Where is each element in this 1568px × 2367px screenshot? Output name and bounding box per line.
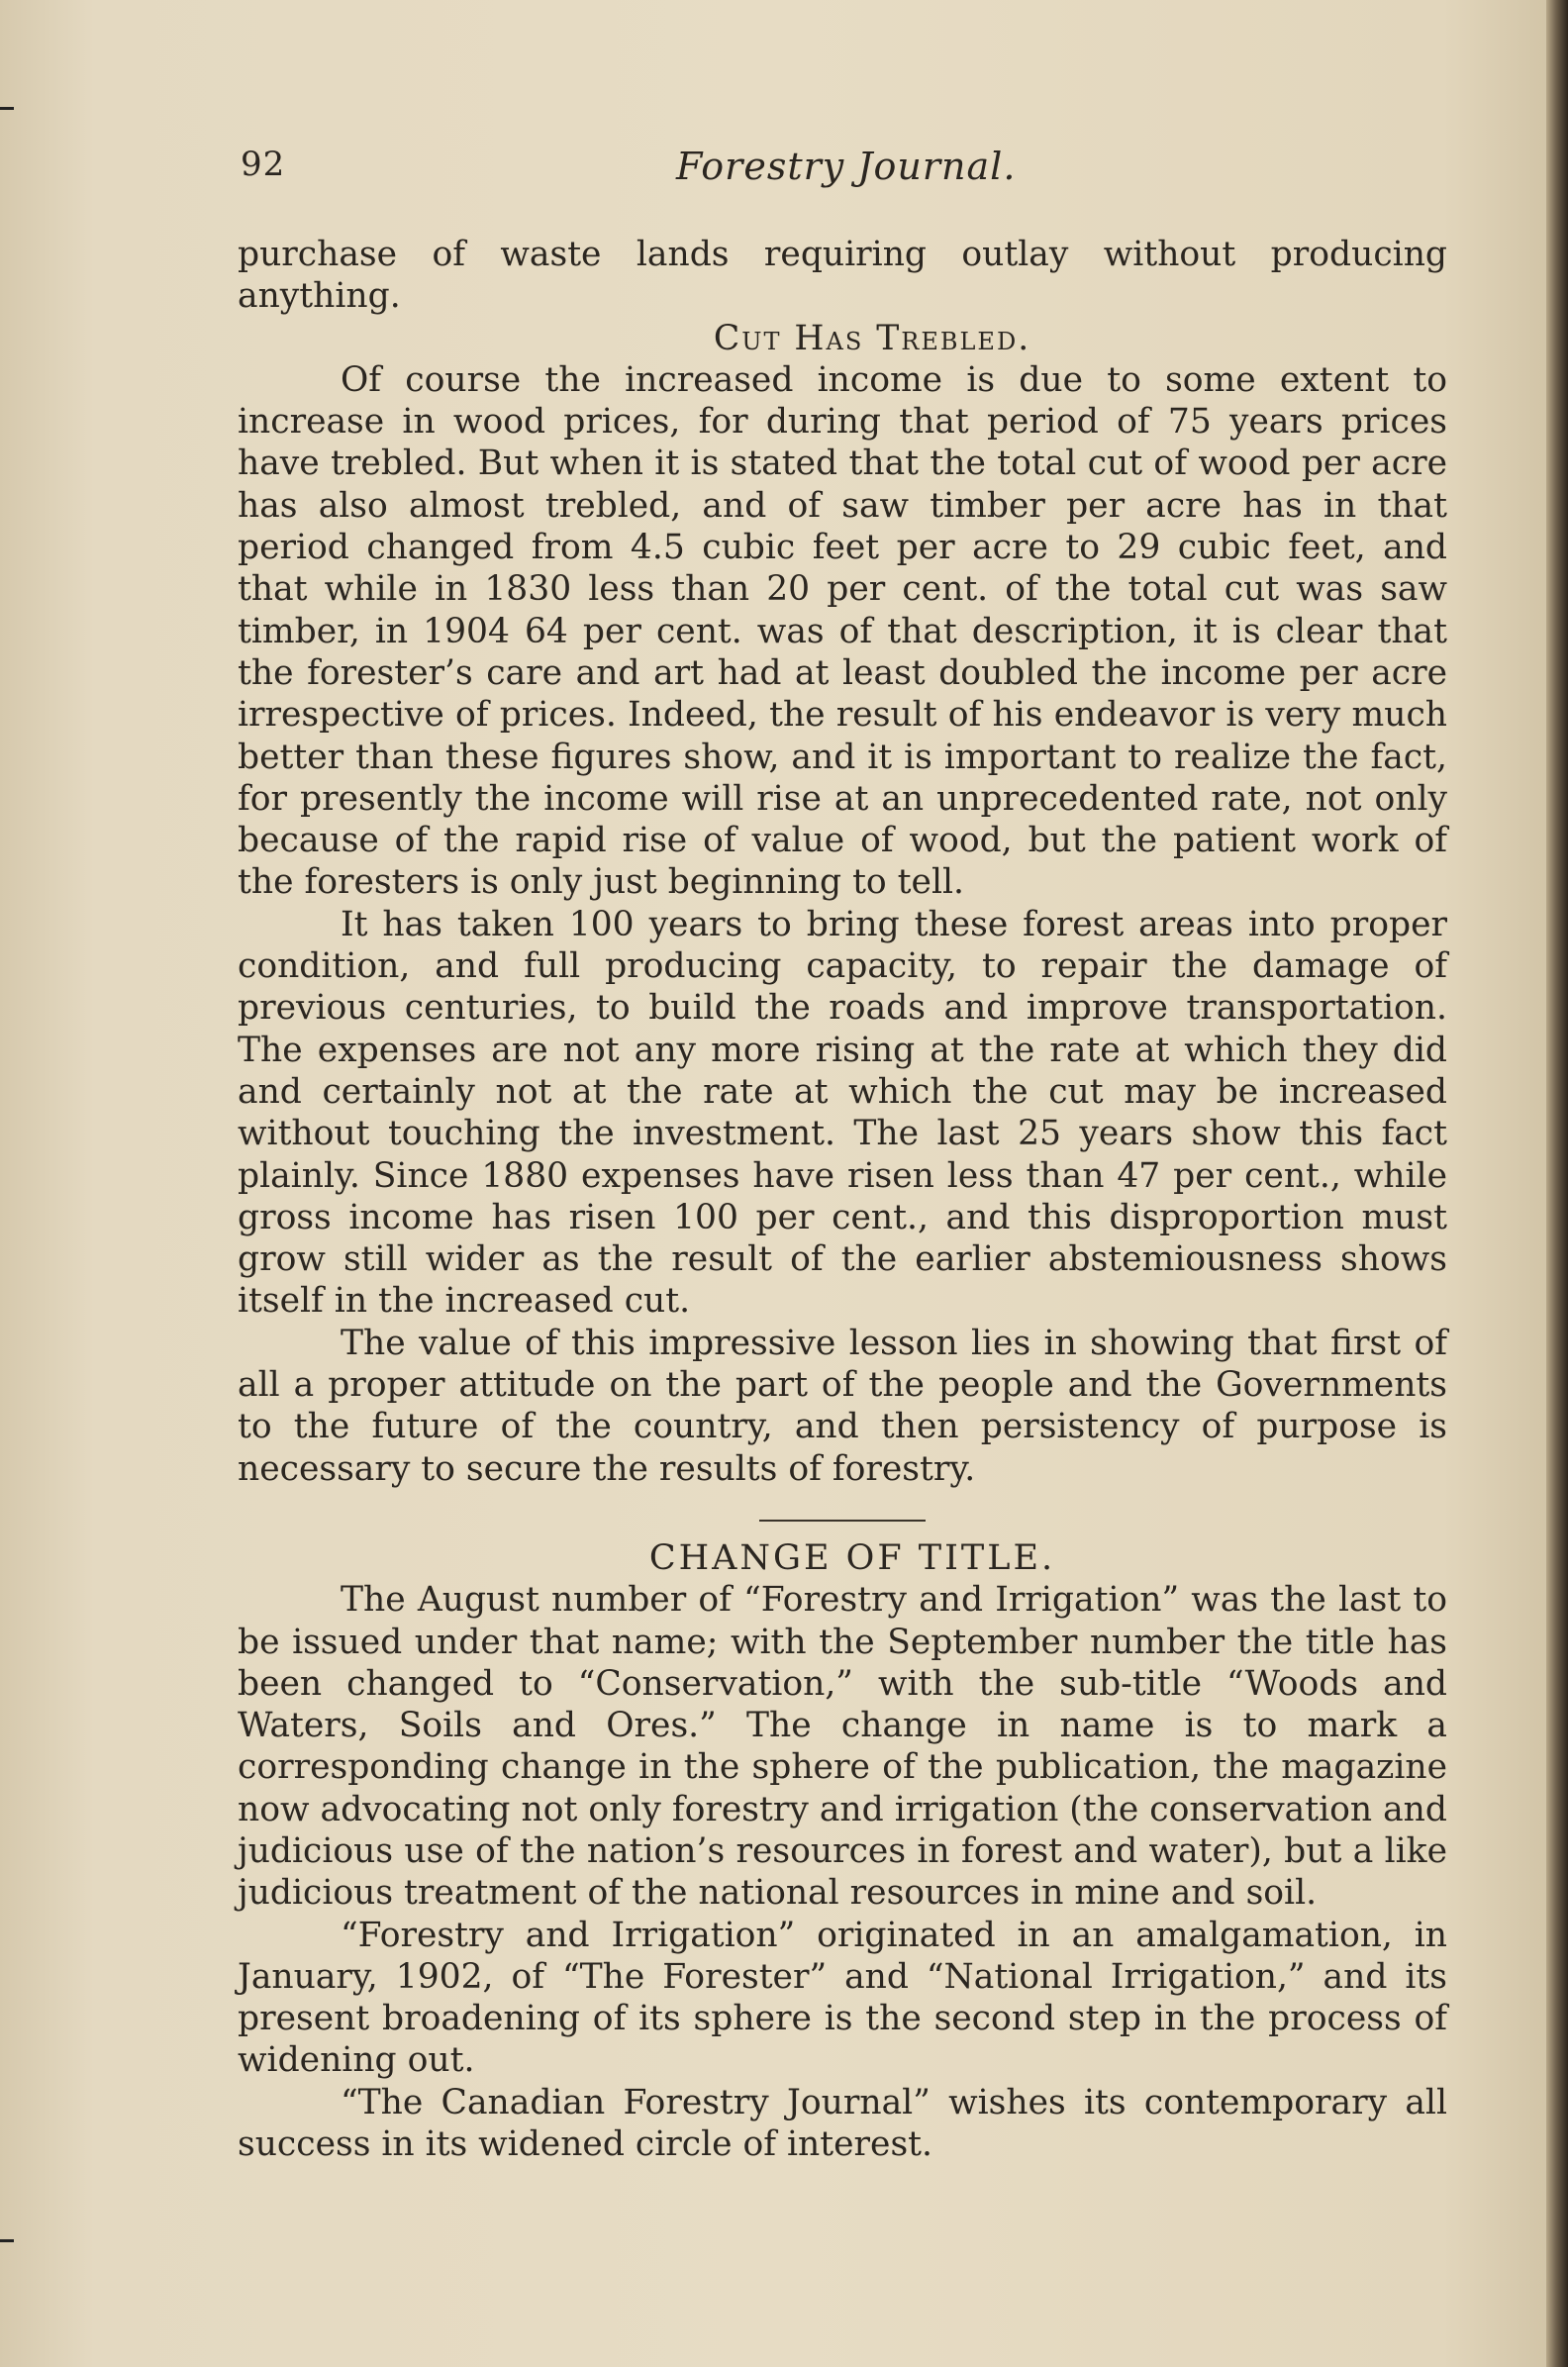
article-body xyxy=(238,234,1447,2165)
crop-mark-top xyxy=(0,107,14,110)
page-number: 92 xyxy=(241,145,286,184)
paragraph: The value of this impressive lesson lies in showing that first of all a proper attitude on the part of the people and the Governments to the future of the country, and then persistency of purpose is necessary to secure the results of forestry. xyxy=(238,1323,1447,1489)
paragraph: “The Canadian Forestry Journal” wishes its contemporary all success in its widened circle of interest. xyxy=(238,2082,1447,2165)
section-heading-cut-has-trebled: Cut Has Trebled. xyxy=(713,318,1031,358)
paragraph: Of course the increased income is due to some extent to increase in wood prices, for during that period of 75 years prices have trebled. But when it is stated that the total cut of wood per acre has also almost trebled, and of saw timber per acre has in that period changed from 4.5 cubic feet per acre to 29 cubic feet, and that while in 1830 less than 20 per cent. of the total cut was saw timber, in 1904 64 per cent. was of that description, it is clear that the forester’s care and art had at least doubled the income per acre irrespective of prices. Indeed, the result of his endeavor is very much better than these figures show, and it is important to realize the fact, for presently the income will rise at an unprecedented rate, not only because of the rapid rise of value of wood, but the patient work of the foresters is only just beginning to tell. xyxy=(238,359,1447,903)
section-heading-change-of-title: CHANGE OF TITLE. xyxy=(648,1537,1056,1578)
paragraph: It has taken 100 years to bring these forest areas into proper condition, and full producing capacity, to repair the damage of previous centuries, to build the roads and improve transportation. The expenses are not any more rising at the rate at which they did and certainly not at the rate at which the cut may be increased without touching the investment. The last 25 years show this fact plainly. Since 1880 expenses have risen less than 47 per cent., while gross income has risen 100 per cent., and this disproportion must grow still wider as the result of the earlier abstemiousness shows itself in the increased cut. xyxy=(238,904,1447,1322)
paragraph-continuation: purchase of waste lands requiring outlay without producing anything. xyxy=(238,235,1447,317)
page-binding-edge xyxy=(1546,0,1568,2367)
running-head: Forestry Journal. xyxy=(676,145,1017,188)
paragraph: The August number of “Forestry and Irrigation” was the last to be issued under that name; with the September number the title has been changed to “Conservation,” with the sub-title “Woods and Waters, Soils and Ores.” The change in name is to mark a corresponding change in the sphere of the publication, the magazine now advocating not only forestry and irrigation (the conservation and judicious use of the nation’s resources in forest and water), but a like judicious treatment of the national resources in mine and soil. xyxy=(238,1580,1447,1914)
section-divider xyxy=(759,1520,926,1522)
page-header xyxy=(241,145,1448,204)
crop-mark-bottom xyxy=(0,2239,14,2242)
paragraph: “Forestry and Irrigation” originated in an amalgamation, in January, 1902, of “The Forester” and “National Irrigation,” and its present broadening of its sphere is the second step in the process of widening out. xyxy=(238,1915,1447,2081)
